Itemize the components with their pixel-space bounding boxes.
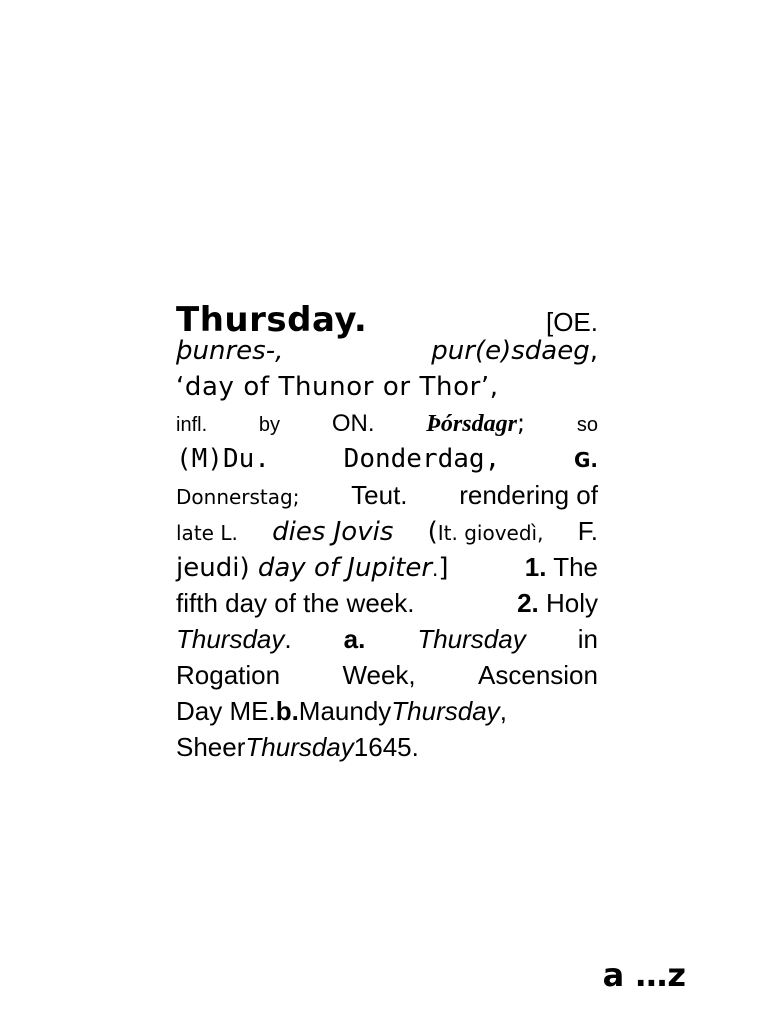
holy-thursday-group [176, 624, 292, 655]
entry-line-1 [176, 300, 598, 340]
entry-line-9 [176, 588, 598, 624]
entry-line-8 [176, 552, 598, 588]
subsense-a-in: in [577, 624, 598, 654]
gloss-period: . [432, 557, 439, 581]
entry-line-4 [176, 408, 598, 444]
week-word: Week, [342, 660, 416, 690]
teut-label: Teut. [351, 480, 408, 510]
it-form: It. giovedì, [437, 521, 544, 545]
entry-line-3 [176, 372, 598, 408]
maundy-thursday: Thursday [391, 696, 500, 726]
sense-2-number: 2. [517, 588, 539, 618]
gloss-text: ‘day of Thunor or Thor’, [176, 372, 499, 402]
f-label: F. [577, 516, 598, 546]
paren-open: ( [427, 517, 438, 547]
on-semicolon: ; [516, 409, 526, 437]
oe-form-1: þunres-, [176, 336, 284, 366]
subsense-b-label: b. [275, 696, 299, 726]
sense-1-group [525, 552, 598, 583]
etymology-close: ] [438, 553, 449, 583]
entry-line-5 [176, 444, 598, 480]
du-form: Donderdag [343, 444, 485, 474]
late-l-label: late L. [176, 521, 238, 545]
subsense-a-thursday: Thursday [417, 624, 526, 654]
g-label: G. [573, 448, 598, 472]
infl-label: infl. [176, 414, 208, 436]
paren-close: ) [239, 553, 258, 583]
jupiter-gloss: day of Jupiter [257, 553, 433, 583]
sense-2-text: Holy [538, 588, 598, 618]
alphabet-range-label: a …z [602, 956, 686, 994]
sense-2-period: . [284, 624, 292, 654]
jeudi-group [176, 553, 449, 583]
on-form: Þórsdagr [426, 411, 517, 437]
entry-line-6 [176, 480, 598, 516]
sense-1-text: The [546, 552, 598, 582]
day-me-text: Day ME. [176, 696, 276, 726]
by-label: by [258, 414, 281, 436]
g-form: Donnerstag; [176, 485, 300, 509]
ascension-word: Ascension [478, 660, 598, 690]
rendering-text: rendering of [459, 480, 598, 510]
oe-comma: , [589, 336, 598, 366]
subsense-a-label: a. [343, 624, 366, 654]
entry-line-12 [176, 696, 598, 732]
entry-line-10 [176, 624, 598, 660]
on-form-group [426, 408, 525, 438]
oe-form-2: pur(e)sdaeg [431, 336, 590, 366]
sense-2-group [517, 588, 598, 619]
etymology-open: [OE. [545, 307, 598, 337]
entry-line-13 [176, 732, 598, 768]
sheer-text: Sheer [176, 732, 246, 762]
date-1645: 1645. [353, 732, 419, 762]
entry-line-11 [176, 660, 598, 696]
dictionary-entry [176, 300, 598, 768]
sense-2-thursday: Thursday [176, 624, 285, 654]
on-label: ON. [331, 410, 375, 437]
maundy-text: Maundy [298, 696, 392, 726]
rogation-word: Rogation [176, 660, 281, 690]
latin-form: dies Jovis [272, 517, 394, 547]
f-form: jeudi [176, 553, 240, 583]
sheer-thursday: Thursday [245, 732, 354, 762]
entry-line-2 [176, 336, 598, 372]
headword: Thursday. [176, 300, 368, 340]
maundy-comma: , [499, 696, 507, 726]
du-comma: , [484, 444, 501, 474]
it-group [428, 517, 544, 547]
so-label: so [576, 414, 598, 436]
oe-form-2-group [431, 336, 598, 366]
entry-line-7 [176, 516, 598, 552]
sense-1-number: 1. [524, 552, 547, 582]
du-label: (M)Du. [176, 444, 270, 474]
du-form-group [344, 444, 501, 474]
sense-1-definition: fifth day of the week. [176, 588, 415, 618]
